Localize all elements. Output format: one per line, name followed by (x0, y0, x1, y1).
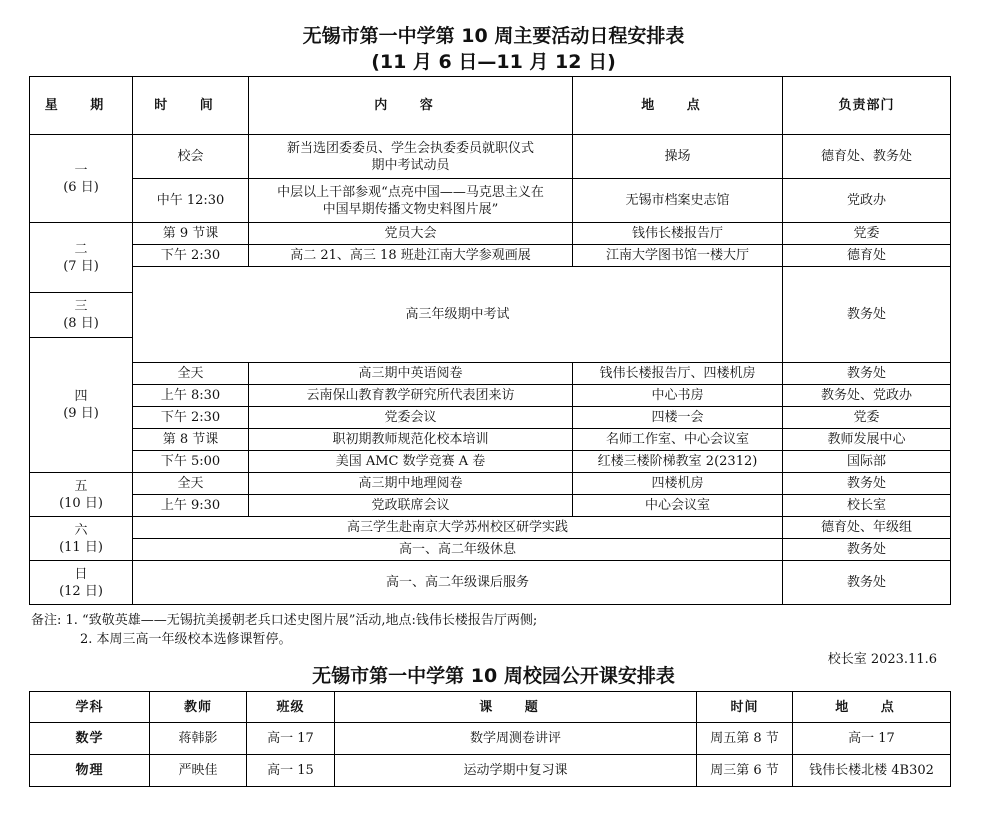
dept-cell: 教务处 (783, 539, 951, 561)
class-cell: 高一 15 (247, 755, 335, 787)
dept-cell: 教务处 (783, 267, 951, 363)
time-cell: 周五第 8 节 (697, 723, 793, 755)
place-cell: 钱伟长楼报告厅、四楼机房 (573, 363, 783, 385)
dept-cell: 党委 (783, 407, 951, 429)
table-row (30, 267, 951, 293)
day-cell-wed: 三 (8 日) (30, 293, 133, 338)
place-cell: 江南大学图书馆一楼大厅 (573, 245, 783, 267)
subject-cell: 物理 (30, 755, 150, 787)
courses-table (29, 691, 951, 787)
place-cell: 中心书房 (573, 385, 783, 407)
content-cell: 高三期中英语阅卷 (249, 363, 573, 385)
table-row (30, 517, 951, 539)
dept-cell: 国际部 (783, 451, 951, 473)
place-cell: 钱伟长楼北楼 4B302 (793, 755, 951, 787)
topic-cell: 数学周测卷讲评 (335, 723, 697, 755)
time-cell: 第 9 节课 (133, 223, 249, 245)
dept-cell: 教师发展中心 (783, 429, 951, 451)
header-time: 时 间 (133, 77, 249, 135)
table-row (30, 429, 951, 451)
schedule-table (29, 76, 951, 605)
schedule-date-range: (11 月 6 日—11 月 12 日) (371, 51, 616, 73)
dept-cell: 党政办 (783, 179, 951, 223)
header-time: 时间 (697, 692, 793, 723)
day-cell-mon: 一 (6 日) (30, 135, 133, 223)
header-weekday: 星 期 (30, 77, 133, 135)
table-row (30, 407, 951, 429)
content-cell: 党委会议 (249, 407, 573, 429)
header-place: 地 点 (573, 77, 783, 135)
time-cell: 下午 5:00 (133, 451, 249, 473)
exam-content-cell: 高三年级期中考试 (133, 267, 783, 363)
content-cell: 职初期教师规范化校本培训 (249, 429, 573, 451)
place-cell: 操场 (573, 135, 783, 179)
table-row (30, 223, 951, 245)
content-cell: 云南保山教育教学研究所代表团来访 (249, 385, 573, 407)
place-cell: 无锡市档案史志馆 (573, 179, 783, 223)
schedule-header-row (30, 77, 951, 135)
note-line-2: 2. 本周三高一年级校本选修课暂停。 (80, 632, 292, 647)
dept-cell: 德育处 (783, 245, 951, 267)
place-cell: 名师工作室、中心会议室 (573, 429, 783, 451)
table-row (30, 723, 951, 755)
topic-cell: 运动学期中复习课 (335, 755, 697, 787)
content-cell: 党政联席会议 (249, 495, 573, 517)
content-cell: 高三期中地理阅卷 (249, 473, 573, 495)
time-cell: 第 8 节课 (133, 429, 249, 451)
time-cell: 上午 8:30 (133, 385, 249, 407)
time-cell: 上午 9:30 (133, 495, 249, 517)
place-cell: 钱伟长楼报告厅 (573, 223, 783, 245)
table-row (30, 179, 951, 223)
courses-header-row (30, 692, 951, 723)
content-cell: 高一、高二年级休息 (133, 539, 783, 561)
header-subject: 学科 (30, 692, 150, 723)
content-cell: 高三学生赴南京大学苏州校区研学实践 (133, 517, 783, 539)
table-row (30, 755, 951, 787)
place-cell: 中心会议室 (573, 495, 783, 517)
day-cell-sat: 六 (11 日) (30, 517, 133, 561)
dept-cell: 党委 (783, 223, 951, 245)
time-cell: 中午 12:30 (133, 179, 249, 223)
place-cell: 四楼机房 (573, 473, 783, 495)
time-cell: 周三第 6 节 (697, 755, 793, 787)
time-cell: 下午 2:30 (133, 245, 249, 267)
content-cell: 新当选团委委员、学生会执委委员就职仪式 期中考试动员 (249, 135, 573, 179)
time-cell: 全天 (133, 473, 249, 495)
content-cell: 高二 21、高三 18 班赴江南大学参观画展 (249, 245, 573, 267)
time-cell: 全天 (133, 363, 249, 385)
content-cell: 高一、高二年级课后服务 (133, 561, 783, 605)
place-cell: 红楼三楼阶梯教室 2(2312) (573, 451, 783, 473)
time-cell: 下午 2:30 (133, 407, 249, 429)
table-row (30, 539, 951, 561)
header-teacher: 教师 (150, 692, 247, 723)
header-department: 负责部门 (783, 77, 951, 135)
table-row (30, 245, 951, 267)
signoff: 校长室 2023.11.6 (827, 652, 937, 667)
class-cell: 高一 17 (247, 723, 335, 755)
table-row (30, 495, 951, 517)
header-topic: 课 题 (335, 692, 697, 723)
dept-cell: 德育处、年级组 (783, 517, 951, 539)
day-cell-fri: 五 (10 日) (30, 473, 133, 517)
subject-cell: 数学 (30, 723, 150, 755)
table-row (30, 451, 951, 473)
teacher-cell: 严映佳 (150, 755, 247, 787)
dept-cell: 德育处、教务处 (783, 135, 951, 179)
table-row (30, 363, 951, 385)
content-cell: 党员大会 (249, 223, 573, 245)
dept-cell: 教务处 (783, 561, 951, 605)
content-cell: 中层以上干部参观“点亮中国——马克思主义在 中国早期传播文物史料图片展” (249, 179, 573, 223)
header-place: 地 点 (793, 692, 951, 723)
place-cell: 高一 17 (793, 723, 951, 755)
dept-cell: 教务处 (783, 473, 951, 495)
place-cell: 四楼一会 (573, 407, 783, 429)
teacher-cell: 蒋韩影 (150, 723, 247, 755)
header-content: 内 容 (249, 77, 573, 135)
day-cell-sun: 日 (12 日) (30, 561, 133, 605)
table-row (30, 473, 951, 495)
dept-cell: 校长室 (783, 495, 951, 517)
day-cell-thu: 四 (9 日) (30, 338, 133, 473)
header-class: 班级 (247, 692, 335, 723)
dept-cell: 教务处 (783, 363, 951, 385)
time-cell: 校会 (133, 135, 249, 179)
courses-title: 无锡市第一中学第 10 周校园公开课安排表 (312, 665, 675, 687)
note-line-1: 备注: 1. “致敬英雄——无锡抗美援朝老兵口述史图片展”活动,地点:钱伟长楼报告厅两侧; (31, 613, 538, 628)
day-cell-tue: 二 (7 日) (30, 223, 133, 293)
table-row (30, 561, 951, 605)
table-row (30, 385, 951, 407)
table-row (30, 135, 951, 179)
dept-cell: 教务处、党政办 (783, 385, 951, 407)
schedule-title: 无锡市第一中学第 10 周主要活动日程安排表 (302, 25, 685, 47)
content-cell: 美国 AMC 数学竞赛 A 卷 (249, 451, 573, 473)
